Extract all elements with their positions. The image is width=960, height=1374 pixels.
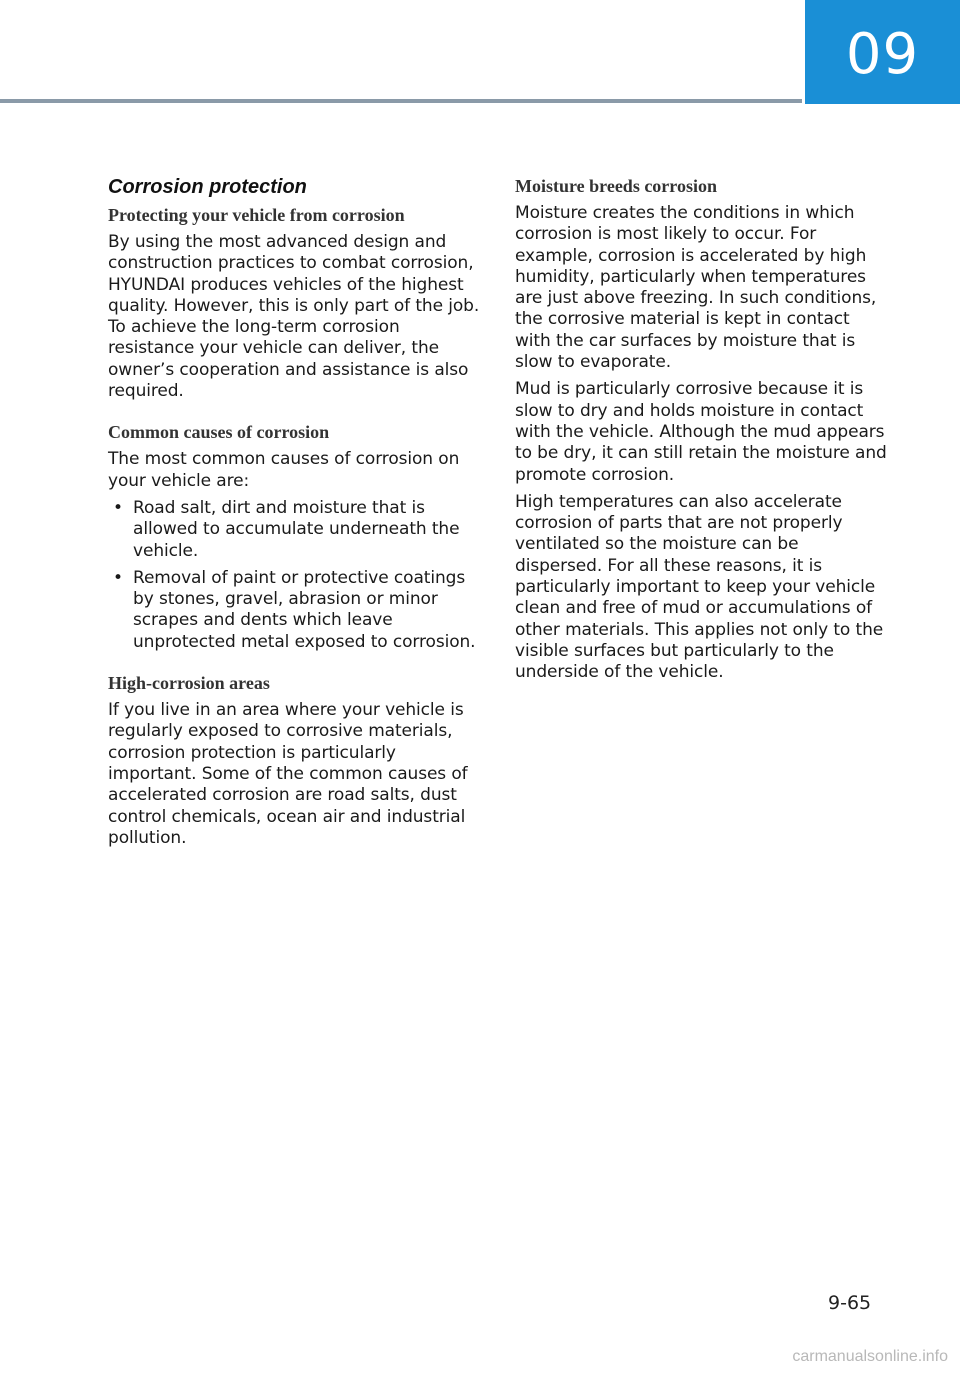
subheading-high-corrosion: High-corrosion areas: [108, 673, 270, 694]
subheading-moisture: Moisture breeds corrosion: [515, 176, 717, 196]
paragraph-moisture-1: Moisture creates the conditions in which corrosion is most likely to occur. For example, corrosion is accelerated by high humidity, particularly when temperatures are just above freezing. In such conditions, the corrosive material is kept in contact with the car surfaces by moisture that is slow to evaporate.: [515, 203, 877, 373]
subheading-protecting: Protecting your vehicle from corrosion: [108, 205, 405, 225]
left-column: [108, 176, 480, 855]
paragraph-moisture-3: High temperatures can also accelerate corrosion of parts that are not properly ventilated so the moisture can be dispersed. For all these reasons, it is particularly important to keep your vehicle clean and free of mud or accumulations of other materials. This applies not only to the visible surfaces but particularly to the underside of the vehicle.: [515, 491, 884, 683]
bullet-icon: •: [113, 567, 123, 588]
paragraph-common-causes-intro: The most common causes of corrosion on your vehicle are:: [108, 449, 460, 491]
list-item: [108, 568, 480, 653]
list-item-text: Road salt, dirt and moisture that is allowed to accumulate underneath the vehicle.: [133, 497, 460, 561]
paragraph-moisture-2: Mud is particularly corrosive because it is slow to dry and holds moisture in contact with the vehicle. Although the mud appears to be dry, it can still retain the moisture and promote corrosion.: [515, 379, 887, 485]
list-item-text: Removal of paint or protective coatings by stones, gravel, abrasion or minor scrapes and dents which leave unprotected metal exposed to corrosion.: [133, 567, 476, 652]
right-column: [515, 176, 890, 690]
chapter-tab: 09: [805, 0, 960, 104]
page-number: 9-65: [828, 1292, 872, 1314]
subheading-common-causes: Common causes of corrosion: [108, 422, 330, 443]
bullet-icon: •: [113, 497, 123, 518]
list-item: [108, 498, 480, 562]
paragraph-protecting: By using the most advanced design and construction practices to combat corrosion, HYUNDAI produces vehicles of the highest quality. However, this is only part of the job. To achieve the long-term corrosion resistance your vehicle can deliver, the owner’s cooperation and assistance is also required.: [108, 232, 480, 402]
section-title: Corrosion protection: [108, 176, 307, 198]
common-causes-list: [108, 498, 480, 653]
watermark: carmanualsonline.info: [792, 1348, 948, 1365]
header-rule: [0, 99, 802, 103]
paragraph-high-corrosion: If you live in an area where your vehicle is regularly exposed to corrosive materials, corrosion protection is particularly important. Some of the common causes of accelerated corrosion are road salts, dust control chemicals, ocean air and industrial pollution.: [108, 700, 468, 848]
